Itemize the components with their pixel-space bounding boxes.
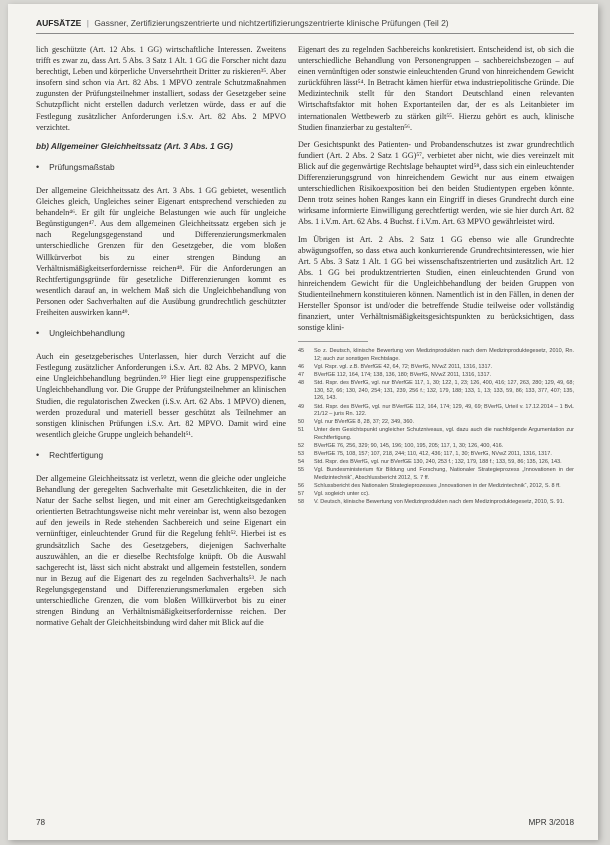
paragraph: Der allgemeine Gleichheitssatz des Art. 3 Abs. 1 GG gebietet, wesentlich Gleiches gleich, Ungleiches seiner Eigenart entsprechend verschieden zu behandeln⁴⁶. Er gilt für ungleiche Belastungen wie auch für ungleiche Begünstigungen⁴⁷. Aus dem allgemeinen Gleichheitssatz ergeben sich je nach Regelungsgegenstand und Differenzierungsmerkmalen unterschiedliche Grenzen für den Gesetzgeber, die vom bloßen Willkürverbot bis zu einer strengen Bindung an Verhältnismäßigkeitserfordernisse reichen⁴⁸. Für die Anforderungen an Rechtfertigungsgründe für gesetzliche Differenzierungen kommt es wesentlich darauf an, in welchem Maß sich die Ungleichbehandlung von Personen oder Sachverhalten auf die Ausübung grundrechtlich geschützter Freiheiten auswirken kann⁴⁹. [36, 185, 286, 317]
footnote-text: Vgl. Bundesministerium für Bildung und Forschung, Nationaler Strategieprozess „Innovationen in der Medizintechnik“, Abschlussbericht 2012, S. 7 ff. [314, 467, 574, 481]
paragraph: Auch ein gesetzgeberisches Unterlassen, hier durch Verzicht auf die Festlegung zusätzlicher Anforderungen i.S.v. Art. 82 Abs. 2 MPVO, kann eine Ungleichbehandlung begründen.⁵⁰ Hier liegt eine gruppenspezifische Ungleichbehandlung vor. Die Gruppe der Prüfungsteilnehmer an klinischen Studien, die regulatorischen Zwecken (i.S.v. Art. 62 Abs. 1 MPVO) dienen, werden prozedural und materiell besser geschützt als Teilnehmer an sonstigen klinischen Prüfungen i.S.v. Art. 82 MPVO. Damit wird eine wesentlich gleiche Gruppe ungleich behandelt⁵¹. [36, 352, 286, 439]
footnote-number: 48 [298, 380, 305, 387]
footnote-number: 56 [298, 482, 305, 489]
footnote-number: 53 [298, 451, 305, 458]
footnote-number: 51 [298, 427, 305, 434]
bullet-heading-label: Ungleichbehandlung [49, 328, 125, 339]
paragraph: Der allgemeine Gleichheitssatz ist verletzt, wenn die gleiche oder ungleiche Behandlung der geregelten Sachverhalte mit Gesetzlichkeiten, die in der Natur der Sache selbst liegen, und mit einer am Gerechtigkeitsgedanken orientierten Betrachtungsweise nicht mehr vereinbar ist, wenn also bezogen auf den jeweils in Rede stehenden Sachbereich und seine Eigenart ein vernünftiger, einleuchtender Grund für die Regelung fehlt⁵². Hierbei ist es grundsätzlich Sache des Gesetzgebers, diejenigen Sachverhalte auszuwählen, an die er dieselbe Rechtsfolge knüpft. Ob die Auswahl sachgerecht ist, lässt sich nicht abstrakt und allgemein feststellen, sondern nur in Bezug auf die Eigenart des zu regelnden Sachverhalts⁵³. Je nach Regelungsgegenstand und Differenzierungsmerkmalen ergeben sich unterschiedliche Grenzen, die vom bloßen Willkürverbot bis zu einer strengen Bindung an Verhältnismäßigkeitserfordernisse reichen. Der normative Gehalt der Gleichheitsbindung wird daher mit Blick auf die [36, 474, 286, 628]
subheading: bb) Allgemeiner Gleichheitssatz (Art. 3 Abs. 1 GG) [36, 140, 233, 151]
footnote-number: 45 [298, 348, 305, 355]
bullet-icon: • [36, 449, 40, 460]
footnote-text: So z. Deutsch, klinische Bewertung von Medizinprodukten nach dem Medizinproduktegesetz, 2010, Rn. 12; auch zur sonstigen Rechtslage. [314, 348, 574, 362]
footnote-text: BVerfGE 112, 164, 174; 138, 136, 180; BVerfG, NVwZ 2011, 1316, 1317. [314, 372, 492, 379]
footnote-number: 58 [298, 499, 305, 506]
footnote [298, 467, 574, 482]
footnote-text: Vgl. sogleich unter cc). [314, 491, 370, 498]
footnote-text: Vgl. Rspr. vgl. z.B. BVerfGE 42, 64, 72; BVerfG, NVwZ 2011, 1316, 1317. [314, 364, 493, 371]
footnote-text: Std. Rspr. des BVerfG, vgl. nur BVerfGE 130, 240, 253 f.; 132, 179, 188 f.; 133, 59, 86; 135, 126, 143. [314, 459, 562, 466]
footnotes [298, 348, 574, 506]
bullet-icon: • [36, 161, 40, 172]
paragraph: Der Gesichtspunkt des Patienten- und Probandenschutzes ist zwar grundrechtlich fundiert (Art. 2 Abs. 2 Satz 1 GG)⁵⁷, verbietet aber nicht, wie dies vereinzelt mit Blick auf die gegenwärtige Rechtslage behauptet wird⁵⁸, dass sich ein einleuchtender Differenzierungsgrund von hinreichendem Gewicht nur aus einem etwaigen unterschiedlichen Risikoexposition bei den beiden Studientypen ergeben könnte. Denn trotz seines hohen Ranges kann ein Eingriff in dieses Grundrecht durch eine wirksame informierte Einwilligung gerechtfertigt werden, wie sie hier durch Art. 82 Abs. 1 i.V.m. Art. 62 Abs. 4 Buchst. f i.V.m. Art. 63 MPVO gewährleistet wird. [298, 139, 574, 227]
right-column [298, 44, 574, 507]
footnote-number: 47 [298, 372, 305, 379]
bullet-heading [36, 328, 286, 339]
footnote [298, 483, 574, 491]
bullet-heading-label: Prüfungsmaßstab [49, 161, 115, 172]
bullet-heading [36, 162, 286, 173]
footnote [298, 499, 574, 507]
footnote [298, 419, 574, 427]
article-title: Gassner, Zertifizierungszentrierte und nichtzertifizierungszentrierte klinische Prüfungen (Teil 2) [94, 18, 449, 28]
header-separator: | [86, 18, 89, 28]
bullet-heading-label: Rechtfertigung [49, 449, 104, 460]
footnote-text: Vgl. nur BVerfGE 8, 28, 37; 22, 349, 360. [314, 419, 414, 426]
paragraph: lich geschützte (Art. 12 Abs. 1 GG) wirtschaftliche Interessen. Zweitens trifft es zwar zu, dass Art. 5 Abs. 3 Satz 1 Alt. 1 GG die Forscher nicht dazu berechtigt, Leben und körperliche Unversehrtheit Dritter zu riskieren³⁵. Aber insofern sind schon via Art. 82 Abs. 1 MPVO zentrale Schutzmaßnahmen zugunsten der Prüfungsteilnehmer installiert, sodass der Gesetzgeber seine Schutzpflicht nicht erstellen dadurch verletzen würde, dass er auf die Festlegung zusätzlicher Anforderungen i.S.v. Art. 82 Abs. 2 MPVO verzichtet. [36, 45, 286, 132]
paragraph: Eigenart des zu regelnden Sachbereichs konkretisiert. Entscheidend ist, ob sich die unterschiedliche Behandlung von Personengruppen – sachbereichsbezogen – auf einen vernünftigen oder sonstwie einleuchtenden Grund von hinreichendem Gewicht zurückführen lässt⁵⁴. In Betracht kämen hierfür etwa industriepolitische Gründe. Die Medizintechnik stellt für den Standort Deutschland einen relevanten Wirtschaftsfaktor mit hohen Exportanteilen dar, der es als Leitanbieter im internationalen Wettbewerb zu stärken gilt⁵⁵. Hierzu gehört es auch, klinische Studien finanzierbar zu gestalten⁵⁶. [298, 45, 574, 132]
footnote [298, 459, 574, 467]
journal-page [8, 4, 598, 840]
journal-issue: MPR 3/2018 [528, 818, 574, 827]
footnote-text: Std. Rspr. des BVerfG, vgl. nur BVerfGE 117, 1, 30; 122, 1, 23; 126, 400, 416; 127, 263, 280; 129, 49, 68; 130, 52, 66; 130, 240, 254; 131, 239, 256 f.; 132, 179, 188; 133, 1, 13; 133, 59, 86; 133, 377, 407; 135, 126, 143. [314, 380, 574, 402]
footnote-number: 57 [298, 491, 305, 498]
footnote-number: 54 [298, 459, 305, 466]
footnote-number: 49 [298, 403, 305, 410]
left-column [36, 44, 286, 634]
footnote-rule [298, 341, 368, 342]
page-number: 78 [36, 818, 46, 827]
paragraph: Im Übrigen ist Art. 2 Abs. 2 Satz 1 GG ebenso wie alle Grundrechte abwägungsoffen, so dass etwa auch konkurrierende Grundrechtsinteressen, wie hier Art. 5 Abs. 3 Satz 1 Alt. 1 GG bei wissenschaftszentrierten und zusätzlich Art. 12 Abs. 1 GG bei produktzentrierten Studien, einen einleuchtenden Grund von hinreichendem Gewicht für die Ungleichbehandlung der beiden Gruppen von Studienteilnehmern konstituieren können. Namentlich ist in den Fällen, in denen der Hersteller Sponsor ist und/oder die betreffende Studie teilweise oder vollständig finanziert, unter Verhältnismäßigkeitsgesichtspunkten zu berücksichtigen, dass sonstige klini- [298, 234, 574, 333]
footnote-text: V. Deutsch, klinische Bewertung von Medizinprodukten nach dem Medizinproduktegesetz, 2010, S. 91. [314, 499, 565, 506]
section-label: AUFSÄTZE [36, 18, 82, 28]
footnote [298, 451, 574, 459]
footnote-number: 55 [298, 467, 305, 474]
footnote [298, 443, 574, 451]
footnote [298, 364, 574, 372]
footnote [298, 404, 574, 419]
footnote-text: Std. Rspr. des BVerfG, vgl. nur BVerfGE 112, 164, 174; 129, 49, 69; BVerfG, Urteil v. 17.12.2014 – 1 BvL 21/12 – juris Rn. 122. [314, 403, 574, 418]
footnote-text: BVerfGE 75, 108, 157; 107, 218, 244; 110, 412, 436; 117, 1, 30; BVerfG, NVwZ 2011, 1316, 1317. [314, 451, 552, 458]
footnote-number: 50 [298, 419, 305, 426]
footnote-text: Unter dem Gesichtspunkt ungleicher Schutzniveaus, vgl. dazu auch die nachfolgende Argumentation zur Rechtfertigung. [314, 427, 574, 441]
footnote-text: Schlussbericht des Nationalen Strategieprozesses „Innovationen in der Medizintechnik“, 2012, S. 8 ff. [314, 482, 561, 489]
footnote-text: BVerfGE 76, 256, 329; 90, 145, 196; 100, 195, 205; 117, 1, 30; 126, 400, 416. [314, 442, 504, 449]
footnote-number: 46 [298, 364, 305, 371]
footnote [298, 380, 574, 403]
bullet-icon: • [36, 328, 40, 339]
running-header [36, 18, 576, 28]
footnote-number: 52 [298, 442, 305, 449]
bullet-heading [36, 450, 286, 461]
footnote [298, 372, 574, 380]
footnote [298, 348, 574, 363]
footnote [298, 491, 574, 499]
header-rule [36, 33, 574, 34]
footnote [298, 427, 574, 442]
